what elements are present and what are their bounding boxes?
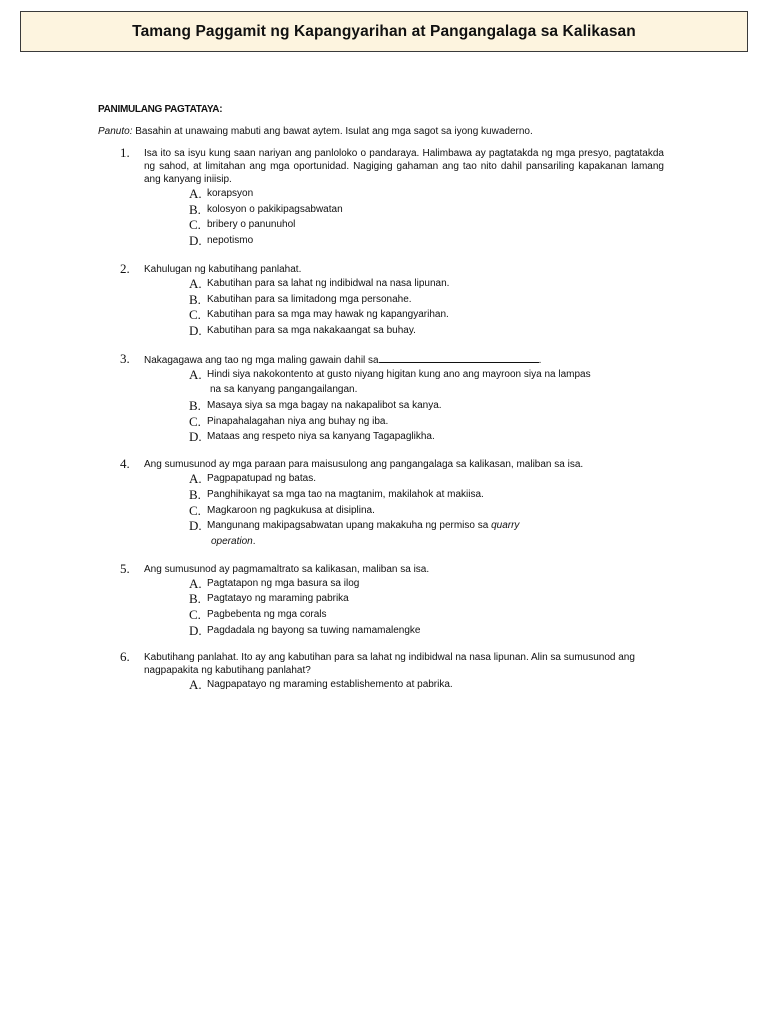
choice-text-italic-continued: operation: [211, 535, 253, 547]
choice-letter: D.: [189, 622, 202, 638]
choice-text: Mataas ang respeto niya sa kanyang Tagapaglikha.: [207, 431, 435, 443]
answer-blank: [379, 353, 539, 363]
choice-letter: B.: [189, 201, 201, 217]
choice-letter: B.: [189, 591, 201, 607]
choice-letter: B.: [189, 398, 201, 414]
choice-item: [189, 276, 664, 292]
choice-text: Pagdadala ng bayong sa tuwing namamalengke: [207, 624, 421, 636]
choice-item: [189, 429, 664, 445]
choice-item: [189, 367, 664, 398]
question-list: [98, 147, 664, 693]
choice-text: korapsyon: [207, 188, 254, 199]
choice-item: [189, 518, 664, 549]
choice-letter: A.: [189, 471, 202, 487]
question-number: 1.: [120, 145, 130, 160]
question-stem: Ang sumusunod ay mga paraan para maisusulong ang pangangalaga sa kalikasan, maliban sa isa.: [144, 459, 584, 471]
question-item: [98, 260, 664, 339]
choice-list: [144, 677, 664, 693]
choice-item: [189, 292, 664, 308]
choice-item: [189, 217, 664, 233]
question-number: 5.: [120, 560, 130, 576]
section-heading-text: PANIMULANG PAGTATAYA: [98, 104, 220, 115]
choice-letter: C.: [189, 217, 201, 233]
question-stem: Kahulugan ng kabutihang panlahat.: [144, 263, 302, 275]
question-number: 3.: [120, 350, 130, 366]
question-item: [98, 147, 664, 249]
choice-item: [189, 576, 664, 592]
choice-item: [189, 503, 664, 519]
question-number: 2.: [120, 260, 130, 276]
question-item: [98, 458, 664, 550]
document-title-box: [20, 11, 748, 52]
section-heading: [98, 103, 664, 116]
question-stem: Isa ito sa isyu kung saan nariyan ang panloloko o pandaraya. Halimbawa ay pagtatakda ng mga presyo, pagtatakda ng sahod, at limitahan ang mga oportunidad. Nagiging gahaman ang tao nito dahil pansariling kapakanan lamang ang kanyang iniisip.: [144, 148, 664, 185]
choice-item: [189, 487, 664, 503]
choice-text: Kabutihan para sa mga may hawak ng kapangyarihan.: [207, 309, 449, 321]
choice-list: [144, 471, 664, 550]
choice-item: [189, 323, 664, 339]
choice-letter: C.: [189, 502, 201, 518]
section-heading-colon: :: [219, 104, 223, 115]
choice-item: [189, 233, 664, 249]
choice-text: Magkaroon ng pagkukusa at disiplina.: [207, 504, 375, 516]
choice-text: Kabutihan para sa lahat ng indibidwal na nasa lipunan.: [207, 277, 450, 289]
choice-list: [144, 367, 664, 446]
choice-text: Kabutihan para sa mga nakakaangat sa buhay.: [207, 324, 416, 336]
question-item: [98, 651, 664, 693]
choice-letter: D.: [189, 518, 202, 534]
question-number: 6.: [120, 649, 130, 665]
choice-text: Pagtatapon ng mga basura sa ilog: [207, 577, 360, 589]
choice-letter: A.: [189, 275, 202, 291]
choice-letter: A.: [189, 575, 202, 591]
choice-item: [189, 202, 664, 218]
choice-item: [189, 623, 664, 639]
directions-label: Panuto:: [98, 126, 133, 137]
choice-letter: D.: [189, 429, 202, 445]
choice-letter: A.: [189, 677, 202, 693]
choice-text: kolosyon o pakikipagsabwatan: [207, 203, 343, 215]
question-stem-text: Nakagagawa ang tao ng mga maling gawain dahil sa: [144, 354, 379, 366]
choice-text-continued: na sa kanyang pangangailangan.: [210, 384, 358, 396]
choice-letter: B.: [189, 291, 201, 307]
choice-letter: D.: [189, 233, 202, 249]
choice-text-italic: quarry: [491, 520, 520, 532]
directions-text: Basahin at unawaing mabuti ang bawat aytem. Isulat ang mga sagot sa iyong kuwaderno.: [132, 126, 533, 137]
question-stem: [144, 353, 664, 367]
choice-item: [189, 591, 664, 607]
question-stem: Ang sumusunod ay pagmamaltrato sa kalikasan, maliban sa isa.: [144, 563, 430, 575]
choice-item: [189, 307, 664, 323]
question-number: 4.: [120, 456, 130, 472]
choice-letter: D.: [189, 322, 202, 338]
choice-text: Nagpapatayo ng maraming establishemento at pabrika.: [207, 679, 453, 691]
choice-item: [189, 677, 664, 693]
choice-text: Masaya siya sa mga bagay na nakapalibot sa kanya.: [207, 400, 442, 412]
choice-item: [189, 607, 664, 623]
choice-text: Kabutihan para sa limitadong mga personahe.: [207, 293, 412, 305]
directions: [98, 125, 664, 138]
choice-item: [189, 398, 664, 414]
choice-text: Panghihikayat sa mga tao na magtanim, makilahok at makiisa.: [207, 488, 484, 500]
choice-text: Pagtatayo ng maraming pabrika: [207, 593, 349, 605]
choice-text: nepotismo: [207, 235, 254, 247]
choice-letter: B.: [189, 486, 201, 502]
choice-text: bribery o panunuhol: [207, 219, 296, 231]
choice-letter: C.: [189, 413, 201, 429]
choice-letter: A.: [189, 186, 202, 201]
question-item: [98, 560, 664, 639]
choice-text-end: .: [252, 535, 256, 547]
choice-text: Pinapahalagahan niya ang buhay ng iba.: [207, 415, 389, 427]
choice-list: [144, 276, 664, 339]
choice-text: Pagbebenta ng mga corals: [207, 609, 327, 621]
choice-text: Pagpapatupad ng batas.: [207, 473, 316, 485]
choice-list: [144, 186, 664, 249]
choice-item: [189, 471, 664, 487]
choice-list: [144, 576, 664, 639]
question-stem: Kabutihang panlahat. Ito ay ang kabutihan para sa lahat ng indibidwal na nasa lipunan. Alin sa sumusunod ang nagpapakita ng kabutihang panlahat?: [144, 652, 635, 677]
choice-text: Hindi siya nakokontento at gusto niyang higitan kung ano ang mayroon siya na lampas: [207, 368, 591, 380]
choice-letter: C.: [189, 307, 201, 323]
document-title: Tamang Paggamit ng Kapangyarihan at Pangangalaga sa Kalikasan: [132, 22, 636, 40]
document-body: [98, 103, 664, 693]
choice-item: [189, 186, 664, 202]
choice-letter: A.: [189, 366, 202, 382]
choice-item: [189, 414, 664, 430]
question-item: [98, 350, 664, 446]
choice-letter: C.: [189, 607, 201, 623]
question-stem-end: .: [538, 354, 542, 366]
choice-text: Mangunang makipagsabwatan upang makakuha ng permiso sa: [207, 520, 492, 532]
